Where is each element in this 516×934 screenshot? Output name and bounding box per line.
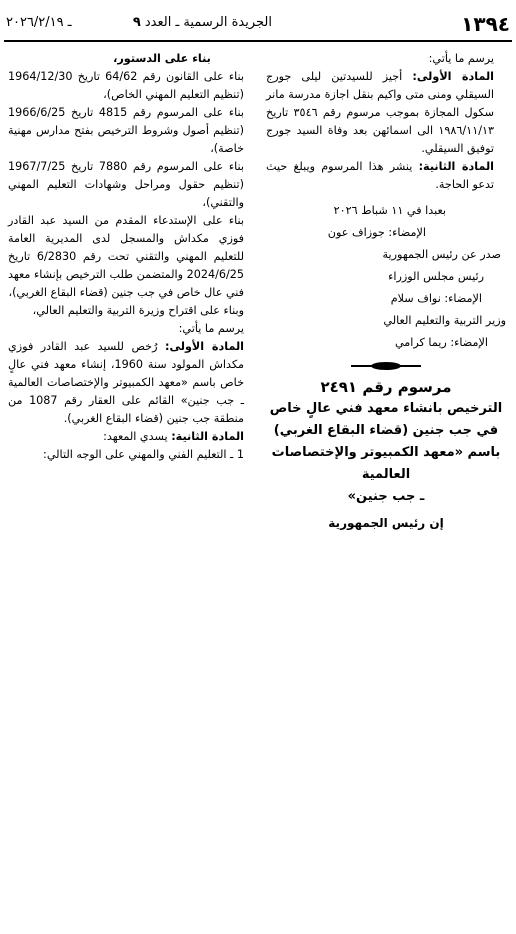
basis-decree-4815: بناء على المرسوم رقم 4815 تاريخ 1966/6/25 (تنظيم أصول وشروط الترخيص بفتح مدارس مهنية خاصة)، bbox=[8, 106, 244, 155]
page-header bbox=[4, 12, 512, 40]
basis-proposal: وبناء على اقتراح وزيرة التربية والتعليم العالي، bbox=[32, 304, 244, 317]
minister-title: وزير التربية والتعليم العالي bbox=[383, 314, 506, 327]
article-2-label: المادة الثانية: bbox=[418, 160, 495, 173]
article-1-text: أجيز للسيدتين ليلى جورج السيقلي ومنى متى واكيم بنقل اجازة مدرسة مانر سكول المجازة بموجب مرسوم رقم ٣٥٤٦ تاريخ ١٩٨٦/١١/١٣ الى اسمائهن بعد وفاة السيد جورج توفيق السيقلي. bbox=[266, 70, 494, 155]
decree-title-line-3: باسم «معهد الكمبيوتر والإختصاصات العالمية bbox=[271, 445, 501, 482]
signature-minister: الإمضاء: ريما كرامي bbox=[394, 336, 488, 349]
gazette-title bbox=[133, 15, 272, 30]
decree-number: مرسوم رقم ٢٤٩١ bbox=[320, 378, 452, 396]
issue-number: ٩ bbox=[132, 15, 141, 30]
left-article-1-label: المادة الأولى: bbox=[164, 340, 244, 353]
left-article-1 bbox=[8, 338, 256, 428]
ornament-divider bbox=[351, 362, 421, 370]
decrees-line: يرسم ما يأتي: bbox=[178, 322, 244, 335]
article-1 bbox=[266, 68, 506, 158]
left-article-2-label: المادة الثانية: bbox=[171, 430, 244, 443]
basis-law-64-62: بناء على القانون رقم 64/62 تاريخ 1964/12/30 (تنظيم التعليم المهني الخاص)، bbox=[8, 70, 245, 101]
decree-title-line-1: الترخيص بانشاء معهد فني عالٍ خاص bbox=[269, 401, 503, 416]
article-2 bbox=[266, 158, 506, 194]
decree-title-line-4: ـ جب جنين» bbox=[347, 489, 425, 504]
left-article-2-text: يسدي المعهد: bbox=[103, 430, 168, 443]
intro-text: يرسم ما يأتي: bbox=[428, 52, 494, 65]
gazette-title-text: الجريدة الرسمية ـ العدد bbox=[144, 15, 272, 30]
signature-prime-minister: الإمضاء: نواف سلام bbox=[390, 292, 482, 305]
page-number: ١٣٩٤ bbox=[461, 12, 510, 36]
place-date: بعبدا في ١١ شباط ٢٠٢٦ bbox=[333, 204, 446, 217]
left-article-1-text: رُخص للسيد عبد القادر فوزي مكداش المولود سنة 1960، إنشاء معهد فني عالٍ خاص باسم «معهد الكمبيوتر والإختصاصات العالمية ـ جب جنين» القائم على العقار رقم 1087 من منطقة جب جنين (قضاء البقاع الغربي). bbox=[8, 340, 244, 425]
left-column bbox=[8, 50, 256, 464]
left-article-2 bbox=[8, 428, 256, 446]
article-1-label: المادة الأولى: bbox=[412, 70, 494, 83]
basis-constitution: بناء على الدستور، bbox=[113, 52, 211, 65]
signature-president: الإمضاء: جوزاف عون bbox=[327, 226, 426, 239]
header-rule bbox=[4, 40, 512, 42]
decree-title-line-2: في جب جنين (قضاء البقاع الغربي) bbox=[273, 423, 499, 438]
right-column bbox=[266, 50, 506, 534]
basis-decree-7880: بناء على المرسوم رقم 7880 تاريخ 1967/7/25 (تنظيم حقول ومراحل وشهادات التعليم المهني والتقني)، bbox=[8, 160, 244, 209]
left-item-1: 1 ـ التعليم الفني والمهني على الوجه التالي: bbox=[43, 448, 244, 461]
issued-by: صدر عن رئيس الجمهورية bbox=[382, 248, 501, 261]
basis-request: بناء على الإستدعاء المقدم من السيد عبد القادر فوزي مكداش والمسجل لدى المديرية العامة للتعليم المهني والتقني تحت رقم 6/2830 تاريخ 2024/6/25 والمتضمن طلب الترخيص بإنشاء معهد فني عال خاص في جب جنين (قضاء البقاع الغربي)، bbox=[8, 214, 244, 299]
prime-minister-title: رئيس مجلس الوزراء bbox=[388, 270, 484, 283]
article-2-text: ينشر هذا المرسوم ويبلغ حيث تدعو الحاجة. bbox=[266, 160, 494, 191]
issue-date: ـ ٢٠٢٦/٢/١٩ bbox=[6, 15, 72, 30]
president-line: إن رئيس الجمهورية bbox=[328, 516, 444, 530]
